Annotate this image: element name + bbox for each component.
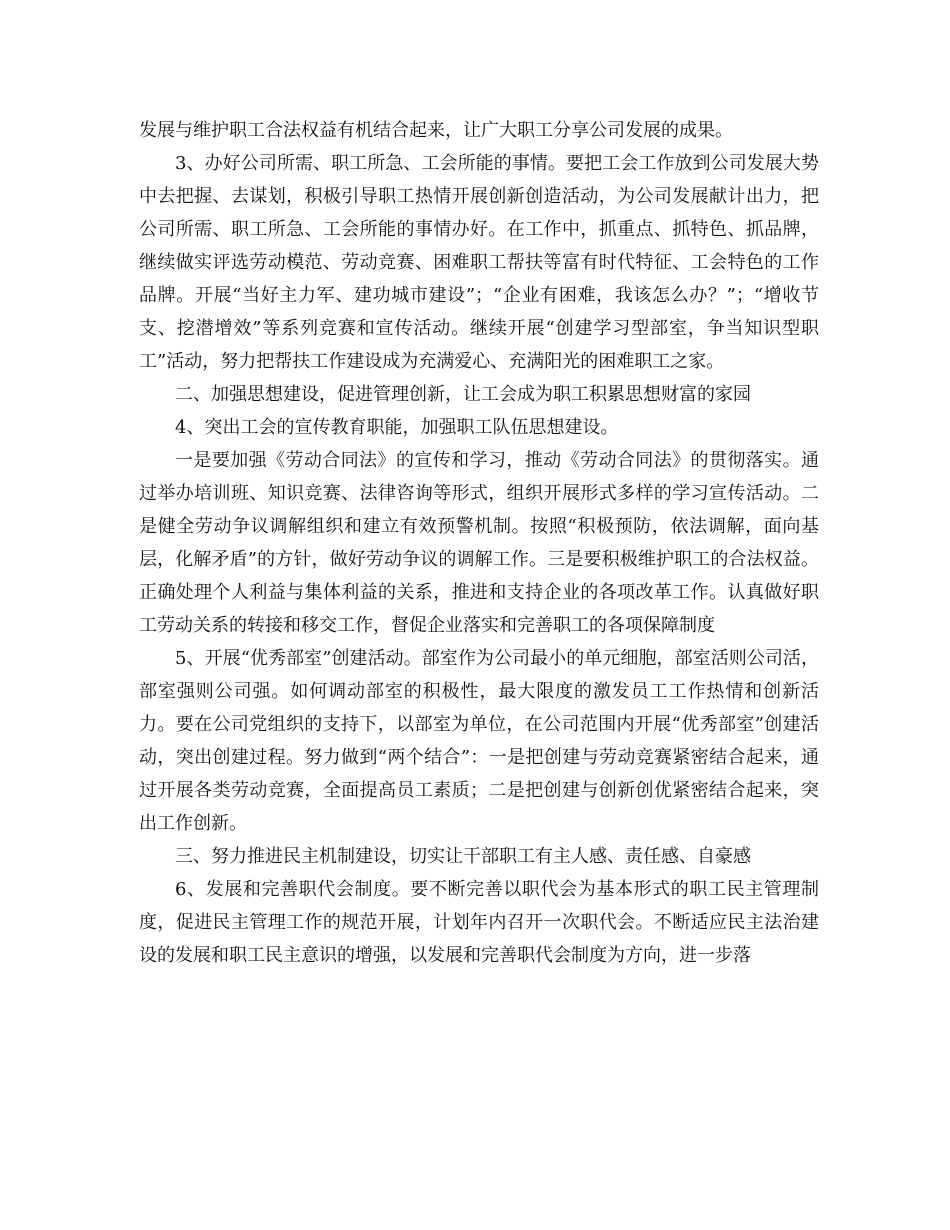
paragraph-item-3: 3、办好公司所需、职工所急、工会所能的事情。要把工会工作放到公司发展大势中去把握、去谋划，积极引导职工热情开展创新创造活动，为公司发展献计出力，把公司所需、职工所急、工会所能的事情办好。在工作中，抓重点、抓特色、抓品牌，继续做实评选劳动模范、劳动竞赛、困难职工帮扶等富有时代特征、工会特色的工作品牌。开展“当好主力军、建功城市建设”；“企业有困难，我该怎么办？”；“增收节支、挖潜增效”等系列竞赛和宣传活动。继续开展“创建学习型部室，争当知识型职工”活动，努力把帮扶工作建设成为充满爱心、充满阳光的困难职工之家。 — [139, 153, 819, 372]
paragraph-item-4-body: 一是要加强《劳动合同法》的宣传和学习，推动《劳动合同法》的贯彻落实。通过举办培训班、知识竞赛、法律咨询等形式，组织开展形式多样的学习宣传活动。二是健全劳动争议调解组织和建立有效预警机制。按照“积极预防，依法调解，面向基层，化解矛盾”的方针，做好劳动争议的调解工作。三是要积极维护职工的合法权益。正确处理个人利益与集体利益的关系，推进和支持企业的各项改革工作。认真做好职工劳动关系的转接和移交工作，督促企业落实和完善职工的各项保障制度 — [139, 450, 819, 636]
paragraph-continuation: 发展与维护职工合法权益有机结合起来，让广大职工分享公司发展的成果。 — [139, 120, 733, 141]
paragraph-item-6: 6、发展和完善职代会制度。要不断完善以职代会为基本形式的职工民主管理制度，促进民主管理工作的规范开展，计划年内召开一次职代会。不断适应民主法治建设的发展和职工民主意识的增强，以发展和完善职代会制度为方向，进一步落 — [139, 879, 819, 966]
paragraph-item-4-heading: 4、突出工会的宣传教育职能，加强职工队伍思想建设。 — [175, 417, 619, 438]
document-body — [139, 114, 819, 972]
section-heading-3: 三、努力推进民主机制建设，切实让干部职工有主人感、责任感、自豪感 — [175, 846, 751, 867]
section-heading-2: 二、加强思想建设，促进管理创新，让工会成为职工积累思想财富的家园 — [175, 384, 751, 405]
paragraph-item-5: 5、开展“优秀部室”创建活动。部室作为公司最小的单元细胞，部室活则公司活，部室强则公司强。如何调动部室的积极性，最大限度的激发员工工作热情和创新活力。要在公司党组织的支持下，以部室为单位，在公司范围内开展“优秀部室”创建活动，突出创建过程。努力做到“两个结合”：一是把创建与劳动竞赛紧密结合起来，通过开展各类劳动竞赛，全面提高员工素质；二是把创建与创新创优紧密结合起来，突出工作创新。 — [139, 648, 819, 834]
